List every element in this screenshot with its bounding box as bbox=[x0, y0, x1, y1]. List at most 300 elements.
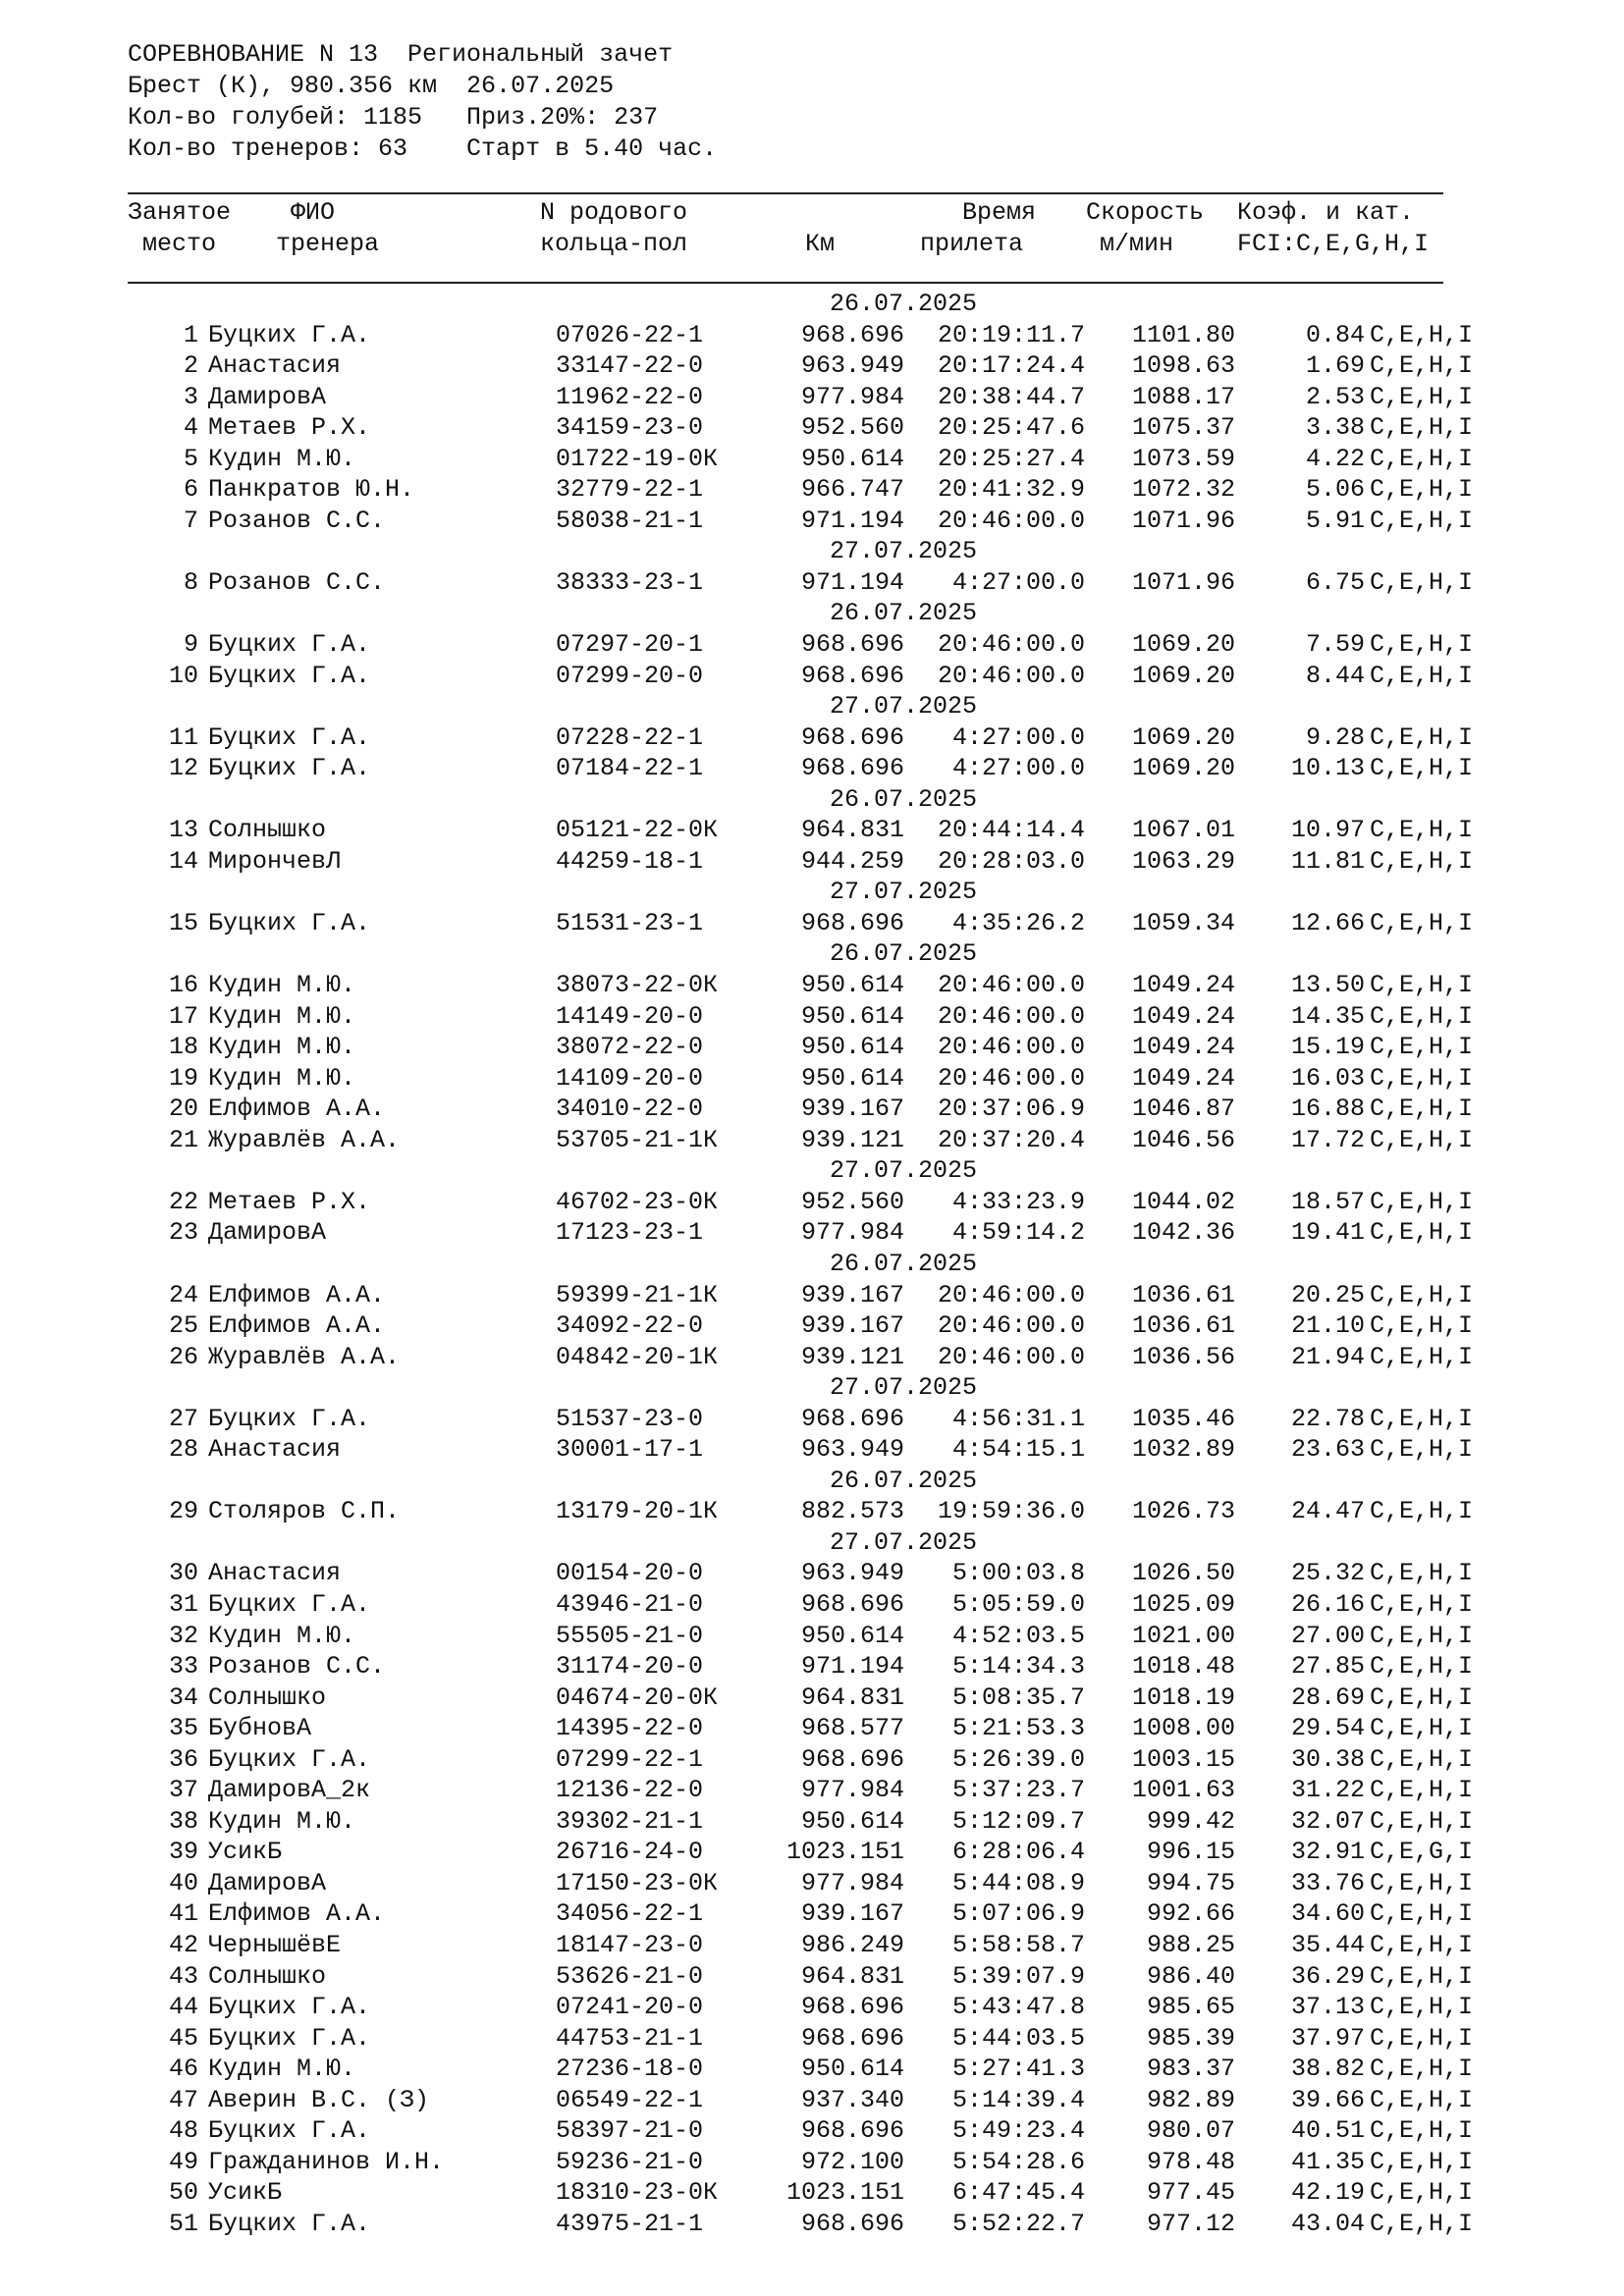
time-cell: 5:49:23.4 bbox=[951, 2116, 1085, 2146]
time-cell: 20:37:06.9 bbox=[937, 1095, 1085, 1124]
speed-cell: 1036.56 bbox=[1131, 1342, 1235, 1371]
category-cell: C,E,H,I bbox=[1370, 1342, 1474, 1371]
ring-cell: 14109-20-0 bbox=[556, 1063, 704, 1093]
category-cell: C,E,H,I bbox=[1370, 1280, 1474, 1309]
place-cell: 15 bbox=[168, 908, 198, 937]
table-row bbox=[0, 908, 1624, 939]
coef-cell: 6.75 bbox=[1305, 567, 1365, 597]
place-cell: 26 bbox=[168, 1342, 198, 1371]
table-row bbox=[0, 1713, 1624, 1744]
table-row bbox=[0, 567, 1624, 599]
km-cell: 968.696 bbox=[800, 1404, 904, 1433]
ring-cell: 00154-20-0 bbox=[556, 1559, 704, 1588]
trainer-cell: Буцких Г.А. bbox=[208, 754, 371, 783]
trainer-cell: Буцких Г.А. bbox=[208, 2209, 371, 2238]
ring-cell: 14395-22-0 bbox=[556, 1714, 704, 1743]
time-cell: 4:27:00.0 bbox=[951, 722, 1085, 752]
table-row bbox=[0, 1125, 1624, 1156]
coef-cell: 36.29 bbox=[1290, 1961, 1365, 1991]
speed-cell: 1071.96 bbox=[1131, 567, 1235, 597]
place-cell: 45 bbox=[168, 2023, 198, 2053]
place-cell: 47 bbox=[168, 2085, 198, 2114]
speed-cell: 1071.96 bbox=[1131, 506, 1235, 535]
category-cell: C,E,H,I bbox=[1370, 846, 1474, 876]
place-cell: 42 bbox=[168, 1930, 198, 1959]
col-name-subheader: тренера bbox=[276, 230, 380, 258]
place-cell: 46 bbox=[168, 2055, 198, 2084]
time-cell: 4:33:23.9 bbox=[951, 1187, 1085, 1216]
km-cell: 971.194 bbox=[800, 567, 904, 597]
table-row bbox=[0, 1187, 1624, 1218]
speed-cell: 1026.50 bbox=[1131, 1559, 1235, 1588]
coef-cell: 21.94 bbox=[1290, 1342, 1365, 1371]
table-row bbox=[0, 1342, 1624, 1373]
category-cell: C,E,H,I bbox=[1370, 1714, 1474, 1743]
date-cell: 26.07.2025 bbox=[829, 1249, 978, 1278]
km-cell: 968.577 bbox=[800, 1714, 904, 1743]
col-place-header: Занятое bbox=[128, 198, 232, 227]
km-cell: 968.696 bbox=[800, 1993, 904, 2022]
place-cell: 3 bbox=[183, 382, 198, 411]
trainer-cell: Буцких Г.А. bbox=[208, 2116, 371, 2146]
category-cell: C,E,H,I bbox=[1370, 567, 1474, 597]
place-cell: 17 bbox=[168, 1001, 198, 1031]
km-cell: 963.949 bbox=[800, 1559, 904, 1588]
place-cell: 49 bbox=[168, 2147, 198, 2176]
date-separator bbox=[0, 1466, 1624, 1497]
coef-cell: 19.41 bbox=[1290, 1218, 1365, 1248]
speed-cell: 1035.46 bbox=[1131, 1404, 1235, 1433]
speed-cell: 1069.20 bbox=[1131, 754, 1235, 783]
header-trainer-count: Кол-во тренеров: 63 Старт в 5.40 час. bbox=[128, 134, 718, 163]
table-row bbox=[0, 1682, 1624, 1714]
coef-cell: 0.84 bbox=[1305, 320, 1365, 349]
speed-cell: 982.89 bbox=[1146, 2085, 1235, 2114]
place-cell: 34 bbox=[168, 1682, 198, 1712]
time-cell: 20:38:44.7 bbox=[937, 382, 1085, 411]
ring-cell: 43975-21-1 bbox=[556, 2209, 704, 2238]
km-cell: 950.614 bbox=[800, 1621, 904, 1650]
table-row bbox=[0, 1280, 1624, 1311]
ring-cell: 59399-21-1К bbox=[556, 1280, 719, 1309]
time-cell: 20:25:47.6 bbox=[937, 413, 1085, 443]
time-cell: 20:46:00.0 bbox=[937, 1001, 1085, 1031]
speed-cell: 996.15 bbox=[1146, 1838, 1235, 1867]
trainer-cell: Буцких Г.А. bbox=[208, 1404, 371, 1433]
category-cell: C,E,H,I bbox=[1370, 1125, 1474, 1154]
trainer-cell: Елфимов А.А. bbox=[208, 1095, 386, 1124]
time-cell: 5:58:58.7 bbox=[951, 1930, 1085, 1959]
time-cell: 5:44:03.5 bbox=[951, 2023, 1085, 2053]
coef-cell: 5.06 bbox=[1305, 475, 1365, 505]
km-cell: 986.249 bbox=[800, 1930, 904, 1959]
category-cell: C,E,H,I bbox=[1370, 1218, 1474, 1248]
table-row bbox=[0, 320, 1624, 351]
place-cell: 51 bbox=[168, 2209, 198, 2238]
ring-cell: 27236-18-0 bbox=[556, 2055, 704, 2084]
speed-cell: 980.07 bbox=[1146, 2116, 1235, 2146]
time-cell: 20:46:00.0 bbox=[937, 1280, 1085, 1309]
ring-cell: 32779-22-1 bbox=[556, 475, 704, 505]
speed-cell: 992.66 bbox=[1146, 1899, 1235, 1929]
speed-cell: 1049.24 bbox=[1131, 1063, 1235, 1093]
speed-cell: 1036.61 bbox=[1131, 1280, 1235, 1309]
table-row bbox=[0, 474, 1624, 506]
category-cell: C,E,H,I bbox=[1370, 2085, 1474, 2114]
speed-cell: 1044.02 bbox=[1131, 1187, 1235, 1216]
coef-cell: 28.69 bbox=[1290, 1682, 1365, 1712]
time-cell: 5:21:53.3 bbox=[951, 1714, 1085, 1743]
trainer-cell: ЧернышёвЕ bbox=[208, 1930, 342, 1959]
time-cell: 5:43:47.8 bbox=[951, 1993, 1085, 2022]
date-separator bbox=[0, 598, 1624, 629]
coef-cell: 34.60 bbox=[1290, 1899, 1365, 1929]
time-cell: 20:46:00.0 bbox=[937, 1033, 1085, 1062]
coef-cell: 22.78 bbox=[1290, 1404, 1365, 1433]
time-cell: 4:52:03.5 bbox=[951, 1621, 1085, 1650]
km-cell: 937.340 bbox=[800, 2085, 904, 2114]
trainer-cell: УсикБ bbox=[208, 1838, 283, 1867]
category-cell: C,E,H,I bbox=[1370, 722, 1474, 752]
ring-cell: 26716-24-0 bbox=[556, 1838, 704, 1867]
place-cell: 14 bbox=[168, 846, 198, 876]
trainer-cell: Метаев Р.Х. bbox=[208, 413, 371, 443]
category-cell: C,E,H,I bbox=[1370, 1930, 1474, 1959]
ring-cell: 38073-22-0К bbox=[556, 971, 719, 1000]
coef-cell: 16.03 bbox=[1290, 1063, 1365, 1093]
km-cell: 950.614 bbox=[800, 2055, 904, 2084]
trainer-cell: Солнышко bbox=[208, 1682, 327, 1712]
trainer-cell: Анастасия bbox=[208, 1435, 342, 1465]
table-row bbox=[0, 1217, 1624, 1249]
col-speed-header: Скорость bbox=[1086, 198, 1205, 227]
date-separator bbox=[0, 1249, 1624, 1280]
place-cell: 19 bbox=[168, 1063, 198, 1093]
place-cell: 16 bbox=[168, 971, 198, 1000]
speed-cell: 1063.29 bbox=[1131, 846, 1235, 876]
trainer-cell: Журавлёв А.А. bbox=[208, 1125, 401, 1154]
km-cell: 963.949 bbox=[800, 1435, 904, 1465]
category-cell: C,E,H,I bbox=[1370, 1744, 1474, 1774]
coef-cell: 7.59 bbox=[1305, 630, 1365, 660]
coef-cell: 12.66 bbox=[1290, 908, 1365, 937]
table-row bbox=[0, 1651, 1624, 1682]
coef-cell: 14.35 bbox=[1290, 1001, 1365, 1031]
category-cell: C,E,H,I bbox=[1370, 1993, 1474, 2022]
km-cell: 968.696 bbox=[800, 630, 904, 660]
coef-cell: 32.91 bbox=[1290, 1838, 1365, 1867]
km-cell: 939.121 bbox=[800, 1342, 904, 1371]
km-cell: 971.194 bbox=[800, 506, 904, 535]
category-cell: C,E,H,I bbox=[1370, 971, 1474, 1000]
col-ring-subheader: кольца-пол bbox=[540, 230, 688, 258]
place-cell: 27 bbox=[168, 1404, 198, 1433]
ring-cell: 04842-20-1К bbox=[556, 1342, 719, 1371]
place-cell: 50 bbox=[168, 2178, 198, 2208]
coef-cell: 5.91 bbox=[1305, 506, 1365, 535]
coef-cell: 35.44 bbox=[1290, 1930, 1365, 1959]
category-cell: C,E,H,I bbox=[1370, 2023, 1474, 2053]
coef-cell: 39.66 bbox=[1290, 2085, 1365, 2114]
category-cell: C,E,H,I bbox=[1370, 661, 1474, 690]
table-row bbox=[0, 1310, 1624, 1342]
coef-cell: 13.50 bbox=[1290, 971, 1365, 1000]
trainer-cell: Буцких Г.А. bbox=[208, 661, 371, 690]
date-separator bbox=[0, 1372, 1624, 1404]
table-row bbox=[0, 753, 1624, 784]
place-cell: 8 bbox=[183, 567, 198, 597]
place-cell: 9 bbox=[183, 630, 198, 660]
table-row bbox=[0, 846, 1624, 878]
table-row bbox=[0, 382, 1624, 413]
date-cell: 27.07.2025 bbox=[829, 1156, 978, 1186]
category-cell: C,E,H,I bbox=[1370, 382, 1474, 411]
ring-cell: 12136-22-0 bbox=[556, 1776, 704, 1805]
speed-cell: 1067.01 bbox=[1131, 816, 1235, 845]
speed-cell: 1003.15 bbox=[1131, 1744, 1235, 1774]
trainer-cell: Кудин М.Ю. bbox=[208, 1806, 356, 1836]
ring-cell: 07297-20-1 bbox=[556, 630, 704, 660]
coef-cell: 9.28 bbox=[1305, 722, 1365, 752]
category-cell: C,E,H,I bbox=[1370, 2209, 1474, 2238]
km-cell: 968.696 bbox=[800, 754, 904, 783]
col-time-subheader: прилета bbox=[920, 230, 1024, 258]
category-cell: C,E,H,I bbox=[1370, 630, 1474, 660]
category-cell: C,E,H,I bbox=[1370, 1435, 1474, 1465]
trainer-cell: Солнышко bbox=[208, 816, 327, 845]
coef-cell: 30.38 bbox=[1290, 1744, 1365, 1774]
trainer-cell: Буцких Г.А. bbox=[208, 722, 371, 752]
km-cell: 968.696 bbox=[800, 2209, 904, 2238]
km-cell: 963.949 bbox=[800, 351, 904, 381]
place-cell: 25 bbox=[168, 1311, 198, 1341]
trainer-cell: УсикБ bbox=[208, 2178, 283, 2208]
table-row bbox=[0, 1496, 1624, 1527]
km-cell: 977.984 bbox=[800, 1218, 904, 1248]
km-cell: 952.560 bbox=[800, 1187, 904, 1216]
coef-cell: 40.51 bbox=[1290, 2116, 1365, 2146]
trainer-cell: Буцких Г.А. bbox=[208, 1744, 371, 1774]
table-row bbox=[0, 1837, 1624, 1868]
place-cell: 1 bbox=[183, 320, 198, 349]
place-cell: 5 bbox=[183, 444, 198, 473]
ring-cell: 07299-20-0 bbox=[556, 661, 704, 690]
table-row bbox=[0, 1063, 1624, 1095]
category-cell: C,E,H,I bbox=[1370, 1776, 1474, 1805]
place-cell: 4 bbox=[183, 413, 198, 443]
trainer-cell: Журавлёв А.А. bbox=[208, 1342, 401, 1371]
category-cell: C,E,H,I bbox=[1370, 1497, 1474, 1526]
ring-cell: 07026-22-1 bbox=[556, 320, 704, 349]
category-cell: C,E,H,I bbox=[1370, 1063, 1474, 1093]
speed-cell: 1072.32 bbox=[1131, 475, 1235, 505]
ring-cell: 18147-23-0 bbox=[556, 1930, 704, 1959]
trainer-cell: БубновА bbox=[208, 1714, 312, 1743]
time-cell: 20:17:24.4 bbox=[937, 351, 1085, 381]
time-cell: 5:27:41.3 bbox=[951, 2055, 1085, 2084]
date-separator bbox=[0, 1155, 1624, 1187]
place-cell: 38 bbox=[168, 1806, 198, 1836]
date-separator bbox=[0, 536, 1624, 567]
time-cell: 5:14:39.4 bbox=[951, 2085, 1085, 2114]
km-cell: 971.194 bbox=[800, 1652, 904, 1682]
trainer-cell: Кудин М.Ю. bbox=[208, 1033, 356, 1062]
header-bird-count: Кол-во голубей: 1185 Приз.20%: 237 bbox=[128, 103, 659, 132]
category-cell: C,E,H,I bbox=[1370, 1033, 1474, 1062]
speed-cell: 1032.89 bbox=[1131, 1435, 1235, 1465]
category-cell: C,E,H,I bbox=[1370, 1311, 1474, 1341]
trainer-cell: ДамировА bbox=[208, 1218, 327, 1248]
time-cell: 5:07:06.9 bbox=[951, 1899, 1085, 1929]
category-cell: C,E,H,I bbox=[1370, 1868, 1474, 1897]
time-cell: 5:14:34.3 bbox=[951, 1652, 1085, 1682]
speed-cell: 985.65 bbox=[1146, 1993, 1235, 2022]
table-row bbox=[0, 444, 1624, 475]
ring-cell: 44259-18-1 bbox=[556, 846, 704, 876]
trainer-cell: Елфимов А.А. bbox=[208, 1311, 386, 1341]
speed-cell: 988.25 bbox=[1146, 1930, 1235, 1959]
speed-cell: 1049.24 bbox=[1131, 971, 1235, 1000]
trainer-cell: Гражданинов И.Н. bbox=[208, 2147, 445, 2176]
category-cell: C,E,H,I bbox=[1370, 1899, 1474, 1929]
coef-cell: 43.04 bbox=[1290, 2209, 1365, 2238]
place-cell: 21 bbox=[168, 1125, 198, 1154]
km-cell: 968.696 bbox=[800, 1744, 904, 1774]
category-cell: C,E,H,I bbox=[1370, 320, 1474, 349]
speed-cell: 999.42 bbox=[1146, 1806, 1235, 1836]
km-cell: 968.696 bbox=[800, 1589, 904, 1619]
table-row bbox=[0, 1404, 1624, 1435]
table-row bbox=[0, 2209, 1624, 2240]
km-cell: 968.696 bbox=[800, 661, 904, 690]
ring-cell: 30001-17-1 bbox=[556, 1435, 704, 1465]
km-cell: 968.696 bbox=[800, 2023, 904, 2053]
ring-cell: 31174-20-0 bbox=[556, 1652, 704, 1682]
km-cell: 972.100 bbox=[800, 2147, 904, 2176]
trainer-cell: Кудин М.Ю. bbox=[208, 2055, 356, 2084]
table-row bbox=[0, 1434, 1624, 1466]
time-cell: 5:12:09.7 bbox=[951, 1806, 1085, 1836]
coef-cell: 37.97 bbox=[1290, 2023, 1365, 2053]
trainer-cell: Розанов С.С. bbox=[208, 506, 386, 535]
place-cell: 20 bbox=[168, 1095, 198, 1124]
table-row bbox=[0, 2023, 1624, 2055]
ring-cell: 58038-21-1 bbox=[556, 506, 704, 535]
col-coef-header: Коэф. и кат. bbox=[1237, 198, 1415, 227]
time-cell: 5:54:28.6 bbox=[951, 2147, 1085, 2176]
table-row bbox=[0, 661, 1624, 692]
trainer-cell: Буцких Г.А. bbox=[208, 1589, 371, 1619]
place-cell: 41 bbox=[168, 1899, 198, 1929]
place-cell: 43 bbox=[168, 1961, 198, 1991]
date-cell: 26.07.2025 bbox=[829, 290, 978, 318]
ring-cell: 01722-19-0К bbox=[556, 444, 719, 473]
coef-cell: 27.00 bbox=[1290, 1621, 1365, 1650]
trainer-cell: Анастасия bbox=[208, 351, 342, 381]
km-cell: 950.614 bbox=[800, 1063, 904, 1093]
time-cell: 4:59:14.2 bbox=[951, 1218, 1085, 1248]
km-cell: 939.121 bbox=[800, 1125, 904, 1154]
place-cell: 7 bbox=[183, 506, 198, 535]
time-cell: 20:46:00.0 bbox=[937, 1311, 1085, 1341]
place-cell: 2 bbox=[183, 351, 198, 381]
date-cell: 26.07.2025 bbox=[829, 939, 978, 969]
category-cell: C,E,H,I bbox=[1370, 2055, 1474, 2084]
time-cell: 4:27:00.0 bbox=[951, 567, 1085, 597]
category-cell: C,E,H,I bbox=[1370, 1961, 1474, 1991]
speed-cell: 1036.61 bbox=[1131, 1311, 1235, 1341]
ring-cell: 07299-22-1 bbox=[556, 1744, 704, 1774]
trainer-cell: Кудин М.Ю. bbox=[208, 444, 356, 473]
trainer-cell: ДамировА bbox=[208, 382, 327, 411]
ring-cell: 06549-22-1 bbox=[556, 2085, 704, 2114]
results-table bbox=[0, 289, 1624, 2239]
km-cell: 950.614 bbox=[800, 971, 904, 1000]
speed-cell: 1021.00 bbox=[1131, 1621, 1235, 1650]
place-cell: 18 bbox=[168, 1033, 198, 1062]
time-cell: 4:35:26.2 bbox=[951, 908, 1085, 937]
table-row bbox=[0, 412, 1624, 444]
ring-cell: 53705-21-1К bbox=[556, 1125, 719, 1154]
time-cell: 6:47:45.4 bbox=[951, 2178, 1085, 2208]
place-cell: 36 bbox=[168, 1744, 198, 1774]
km-cell: 964.831 bbox=[800, 1961, 904, 1991]
km-cell: 977.984 bbox=[800, 1868, 904, 1897]
coef-cell: 38.82 bbox=[1290, 2055, 1365, 2084]
place-cell: 48 bbox=[168, 2116, 198, 2146]
ring-cell: 43946-21-0 bbox=[556, 1589, 704, 1619]
place-cell: 35 bbox=[168, 1714, 198, 1743]
top-rule bbox=[128, 192, 1443, 194]
km-cell: 939.167 bbox=[800, 1095, 904, 1124]
ring-cell: 05121-22-0К bbox=[556, 816, 719, 845]
trainer-cell: Кудин М.Ю. bbox=[208, 1001, 356, 1031]
table-row bbox=[0, 1558, 1624, 1589]
category-cell: C,E,H,I bbox=[1370, 2178, 1474, 2208]
time-cell: 20:46:00.0 bbox=[937, 971, 1085, 1000]
km-cell: 950.614 bbox=[800, 1033, 904, 1062]
table-row bbox=[0, 2054, 1624, 2085]
time-cell: 20:46:00.0 bbox=[937, 1342, 1085, 1371]
trainer-cell: Столяров С.П. bbox=[208, 1497, 401, 1526]
time-cell: 4:56:31.1 bbox=[951, 1404, 1085, 1433]
ring-cell: 34092-22-0 bbox=[556, 1311, 704, 1341]
trainer-cell: Розанов С.С. bbox=[208, 567, 386, 597]
speed-cell: 1088.17 bbox=[1131, 382, 1235, 411]
km-cell: 1023.151 bbox=[785, 2178, 904, 2208]
time-cell: 4:54:15.1 bbox=[951, 1435, 1085, 1465]
category-cell: C,E,H,I bbox=[1370, 1187, 1474, 1216]
trainer-cell: ДамировА_2к bbox=[208, 1776, 371, 1805]
km-cell: 964.831 bbox=[800, 816, 904, 845]
ring-cell: 33147-22-0 bbox=[556, 351, 704, 381]
place-cell: 24 bbox=[168, 1280, 198, 1309]
coef-cell: 26.16 bbox=[1290, 1589, 1365, 1619]
km-cell: 950.614 bbox=[800, 444, 904, 473]
ring-cell: 18310-23-0К bbox=[556, 2178, 719, 2208]
col-coef-subheader: FCI:C,E,G,H,I bbox=[1237, 230, 1430, 258]
date-separator bbox=[0, 877, 1624, 908]
place-cell: 23 bbox=[168, 1218, 198, 1248]
date-cell: 27.07.2025 bbox=[829, 1373, 978, 1403]
time-cell: 20:37:20.4 bbox=[937, 1125, 1085, 1154]
place-cell: 37 bbox=[168, 1776, 198, 1805]
ring-cell: 34056-22-1 bbox=[556, 1899, 704, 1929]
place-cell: 31 bbox=[168, 1589, 198, 1619]
ring-cell: 17150-23-0К bbox=[556, 1868, 719, 1897]
speed-cell: 1046.56 bbox=[1131, 1125, 1235, 1154]
trainer-cell: МирончевЛ bbox=[208, 846, 342, 876]
